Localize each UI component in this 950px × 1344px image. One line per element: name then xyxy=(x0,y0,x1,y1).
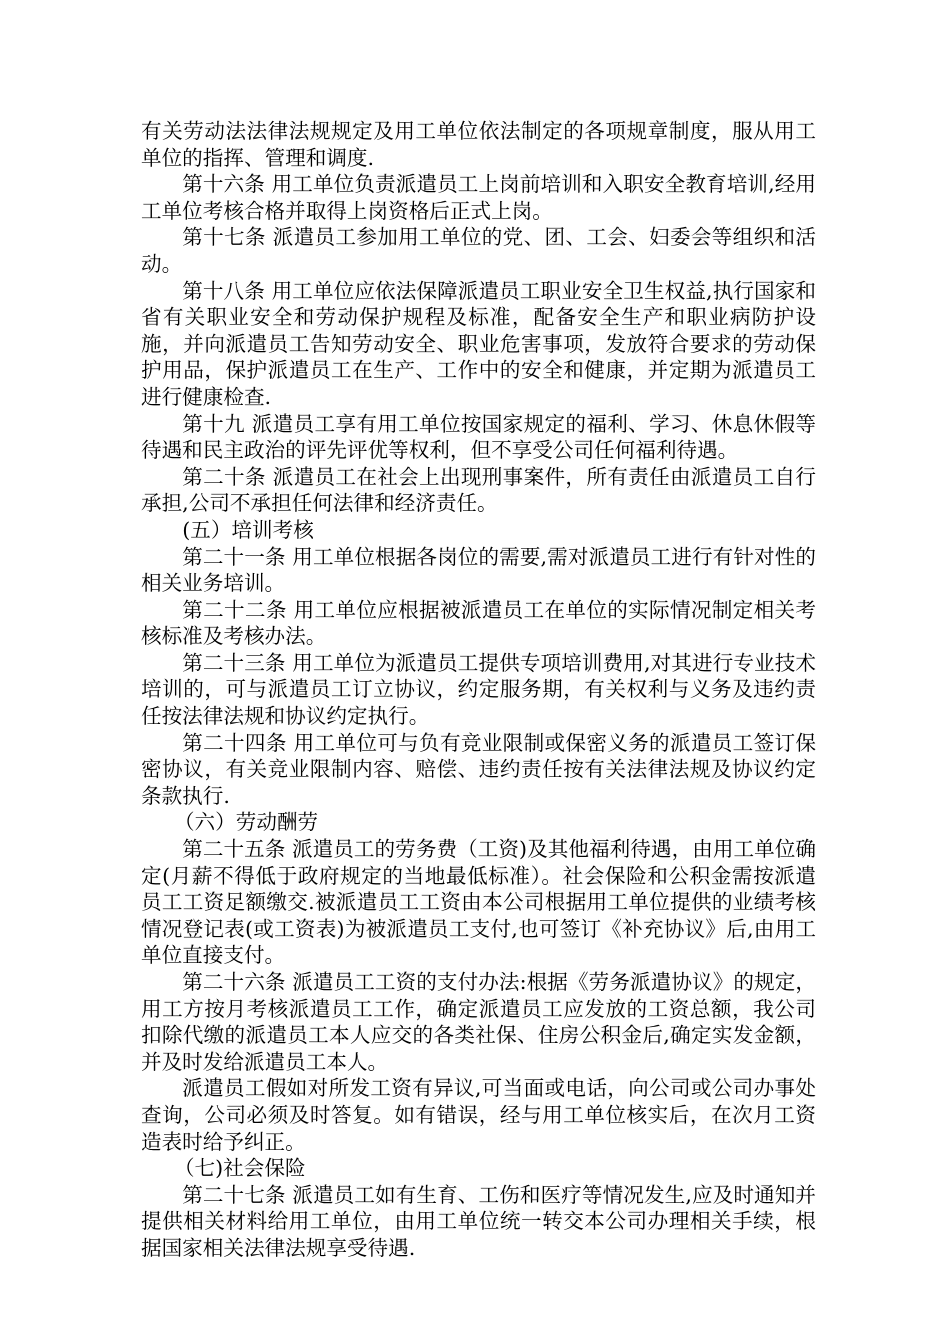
article-16: 第十六条 用工单位负责派遣员工上岗前培训和入职安全教育培训,经用工单位考核合格并取得上岗资格后正式上岗。 xyxy=(141,172,816,223)
paragraph-continuation: 有关劳动法法律法规规定及用工单位依法制定的各项规章制度，服从用工单位的指挥、管理和调度. xyxy=(141,119,816,170)
section-heading-remuneration: （六）劳动酬劳 xyxy=(173,810,319,835)
article-19: 第十九 派遣员工享有用工单位按国家规定的福利、学习、休息休假等待遇和民主政治的评先评优等权利，但不享受公司任何福利待遇。 xyxy=(141,411,816,463)
article-22: 第二十二条 用工单位应根据被派遣员工在单位的实际情况制定相关考核标准及考核办法。 xyxy=(141,597,816,649)
section-heading-social-insurance: （七)社会保险 xyxy=(173,1156,306,1181)
article-21: 第二十一条 用工单位根据各岗位的需要,需对派遣员工进行有针对性的相关业务培训。 xyxy=(141,544,816,596)
article-26: 第二十六条 派遣员工工资的支付办法:根据《劳务派遣协议》的规定，用工方按月考核派遣员工工作，确定派遣员工应发放的工资总额，我公司扣除代缴的派遣员工本人应交的各类社保、住房公积金后,确定实发金额，并及时发给派遣员工本人。 xyxy=(141,970,816,1074)
article-25: 第二十五条 派遣员工的劳务费（工资)及其他福利待遇，由用工单位确定(月薪不得低于政府规定的当地最低标准）。社会保险和公积金需按派遣员工工资足额缴交.被派遣员工工资由本公司根据用工单位提供的业绩考核情况登记表(或工资表)为被派遣员工支付,也可签订《补充协议》后,由用工单位直接支付。 xyxy=(141,837,816,968)
paragraph-wage-objection: 派遣员工假如对所发工资有异议,可当面或电话，向公司或公司办事处查询，公司必须及时答复。如有错误，经与用工单位核实后，在次月工资造表时给予纠正。 xyxy=(141,1076,816,1154)
article-23: 第二十三条 用工单位为派遣员工提供专项培训费用,对其进行专业技术培训的，可与派遣员工订立协议，约定服务期，有关权利与义务及违约责任按法律法规和协议约定执行。 xyxy=(141,650,816,729)
article-18: 第十八条 用工单位应依法保障派遣员工职业安全卫生权益,执行国家和省有关职业安全和劳动保护规程及标准，配备安全生产和职业病防护设施，并向派遣员工告知劳动安全、职业危害事项，发放符合要求的劳动保护用品，保护派遣员工在生产、工作中的安全和健康，并定期为派遣员工进行健康检查. xyxy=(141,278,816,409)
document-body xyxy=(141,118,816,1262)
article-24: 第二十四条 用工单位可与负有竞业限制或保密义务的派遣员工签订保密协议，有关竞业限制内容、赔偿、违约责任按有关法律法规及协议约定条款执行. xyxy=(141,730,816,808)
section-heading-training: (五）培训考核 xyxy=(182,517,314,542)
article-20: 第二十条 派遣员工在社会上出现刑事案件，所有责任由派遣员工自行承担,公司不承担任何法律和经济责任。 xyxy=(141,464,816,516)
article-27: 第二十七条 派遣员工如有生育、工伤和医疗等情况发生,应及时通知并提供相关材料给用工单位，由用工单位统一转交本公司办理相关手续，根据国家相关法律法规享受待遇. xyxy=(141,1182,816,1260)
article-17: 第十七条 派遣员工参加用工单位的党、团、工会、妇委会等组织和活动。 xyxy=(141,225,816,276)
